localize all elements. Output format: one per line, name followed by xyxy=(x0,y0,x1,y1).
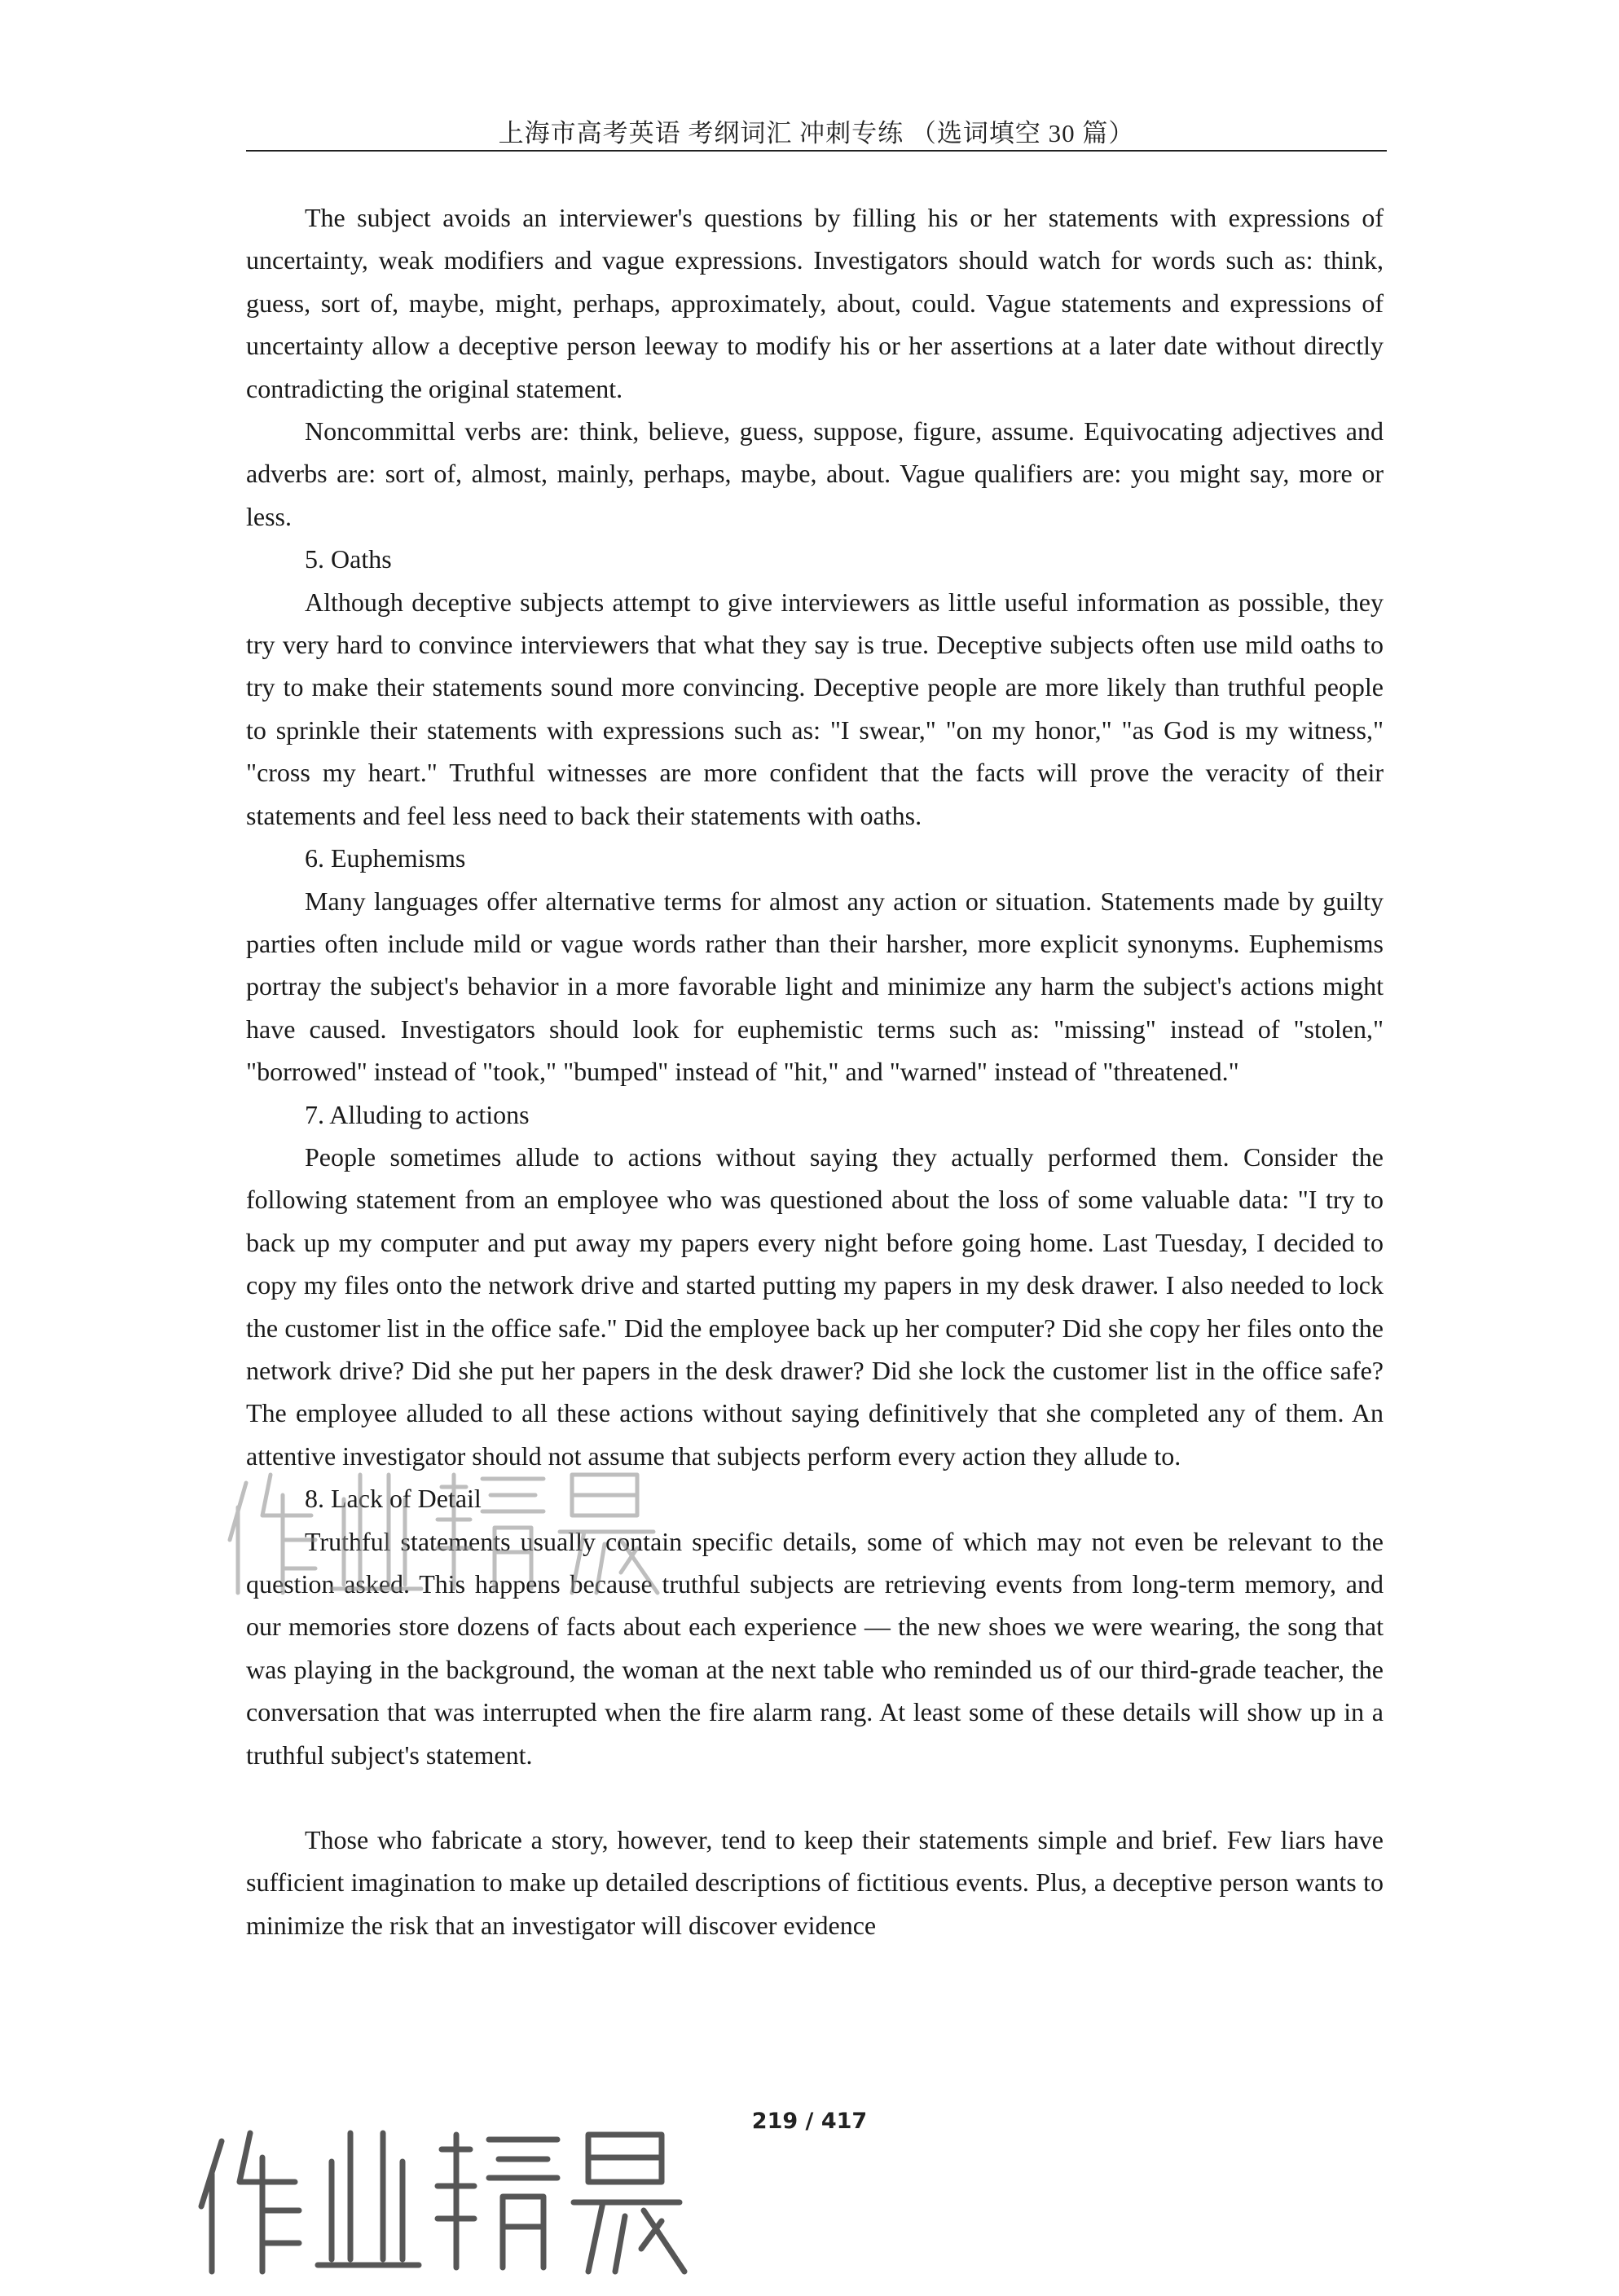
page-header: 上海市高考英语 考纲词汇 冲刺专练 （选词填空 30 篇） xyxy=(498,119,1135,147)
section-heading: 7. Alluding to actions xyxy=(305,1099,530,1129)
watermark-logo xyxy=(181,2109,702,2296)
paragraph: Many languages offer alternative terms for almost any action or situation. Statements made by guilty parties often include mild or vague words rather than their harsher, more explicit synonyms. Euphemisms portray the subject's behavior in a more favorable light and minimize any harm the subject's actions might have caused. Investigators should look for euphemistic terms such as: "missing" instead of "stolen," "borrowed" instead of "took," "bumped" instead of "hit," and "warned" instead of "threatened." xyxy=(246,886,1384,1087)
paragraph: Noncommittal verbs are: think, believe, guess, suppose, figure, assume. Equivocating adjectives and adverbs are: sort of, almost, mainly, perhaps, maybe, about. Vague qualifiers are: you might say, more or less. xyxy=(246,416,1384,531)
section-heading: 8. Lack of Detail xyxy=(305,1484,482,1514)
paragraph: Those who fabricate a story, however, tend to keep their statements simple and brief. Few liars have sufficient imagination to make up detailed descriptions of fictitious events. Plus, a deceptive person wants to minimize the risk that an investigator will discover evidence xyxy=(246,1825,1384,1940)
paragraph: Truthful statements usually contain specific details, some of which may not even be relevant to the question asked. This happens because truthful subjects are retrieving events from long-term memory, and our memories store dozens of facts about each experience — the new shoes we were wearing, the song that was playing in the background, the woman at the next table who reminded us of our third-grade teacher, the conversation that was interrupted when the fire alarm rang. At least some of these details will show up in a truthful subject's statement. xyxy=(246,1526,1384,1770)
header-rule xyxy=(246,150,1387,152)
section-heading: 5. Oaths xyxy=(305,544,392,574)
page-number: 219 / 417 xyxy=(751,2109,868,2134)
body-text xyxy=(246,196,1384,1946)
paragraph: Although deceptive subjects attempt to give interviewers as little useful information as possible, they try very hard to convince interviewers that what they say is true. Deceptive subjects often use mild oaths to try to make their statements sound more convincing. Deceptive people are more likely than truthful people to sprinkle their statements with expressions such as: "I swear," "on my honor," "as God is my witness," "cross my heart." Truthful witnesses are more confident that the facts will prove the veracity of their statements and feel less need to back their statements with oaths. xyxy=(246,587,1384,830)
paragraph: People sometimes allude to actions without saying they actually performed them. Consider the following statement from an employee who was questioned about the loss of some valuable data: "I try to back up my computer and put away my papers every night before going home. Last Tuesday, I decided to copy my files onto the network drive and started putting my papers in my desk drawer. I also needed to lock the customer list in the office safe." Did the employee back up her computer? Did she copy her files onto the network drive? Did she put her papers in the desk drawer? Did she lock the customer list in the office safe? The employee alluded to all these actions without saying definitively that she completed any of them. An attentive investigator should not assume that subjects perform every action they allude to. xyxy=(246,1141,1384,1471)
paragraph: The subject avoids an interviewer's questions by filling his or her statements with expressions of uncertainty, weak modifiers and vague expressions. Investigators should watch for words such as: think, guess, sort of, maybe, might, perhaps, approximately, about, could. Vague statements and expressions of uncertainty allow a deceptive person leeway to modify his or her assertions at a later date without directly contradicting the original statement. xyxy=(246,203,1384,403)
section-heading: 6. Euphemisms xyxy=(305,843,466,873)
